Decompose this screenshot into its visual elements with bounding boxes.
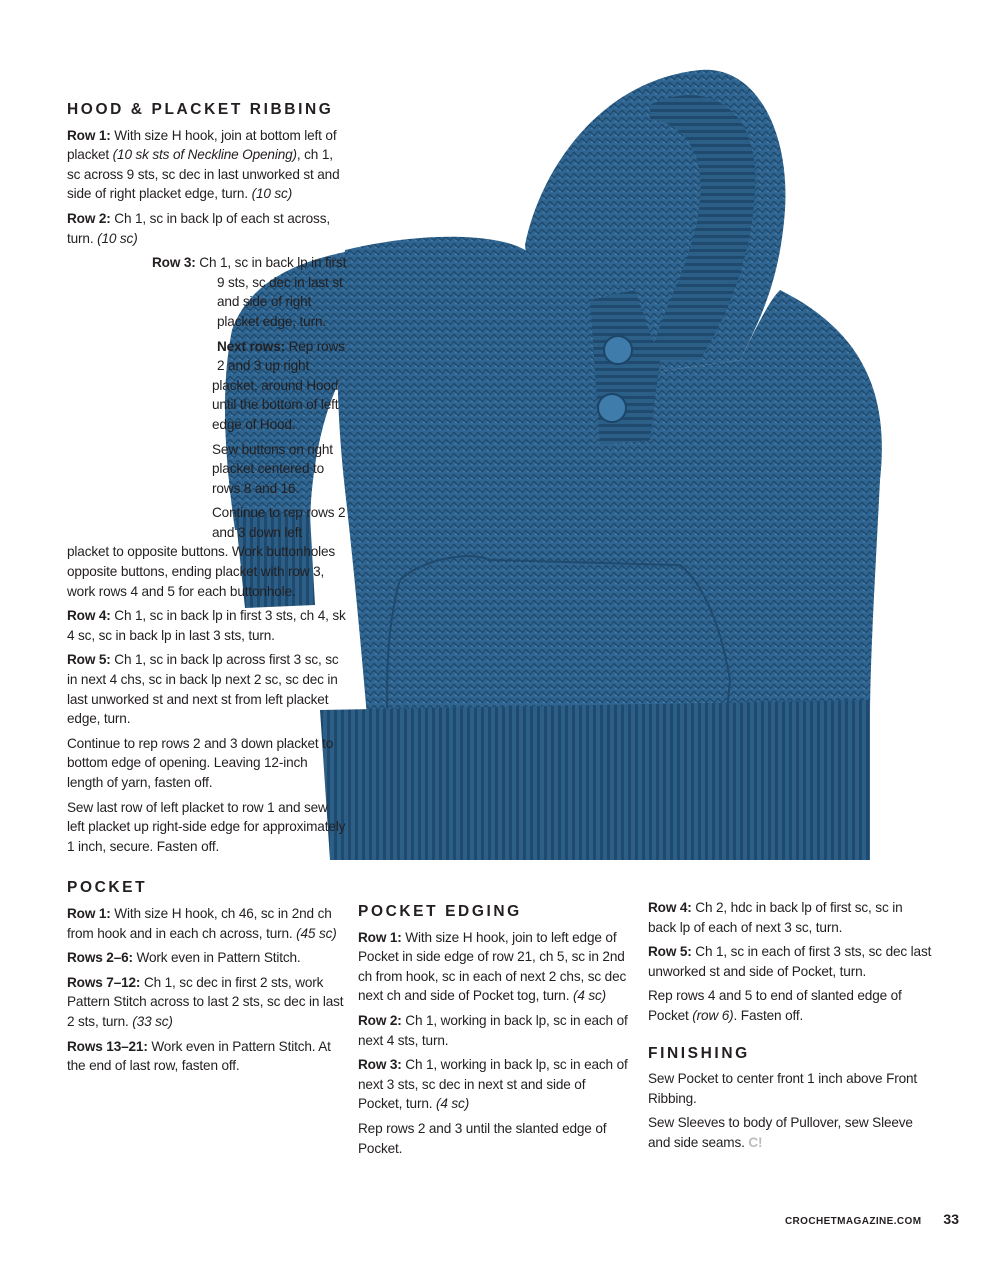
- edging-row-5: [648, 942, 933, 981]
- pocket-rows-2-6: [67, 948, 347, 968]
- stitch-count: (4 sc): [572, 988, 607, 1004]
- button-bottom-icon: [598, 394, 626, 422]
- label: Row 5:: [67, 652, 111, 668]
- hood-sew: Sew last row of left placket to row 1 and sew left placket up right-side edge for approximately 1 inch, secure. Fasten off.: [67, 799, 346, 854]
- label: Row 1:: [67, 905, 111, 921]
- label: Rows 2–6:: [67, 950, 133, 966]
- label: Row 4:: [67, 608, 111, 624]
- column-right: [648, 898, 933, 1158]
- label: Row 1:: [358, 929, 402, 945]
- edging-row-3: [358, 1055, 630, 1114]
- pocket-edging-heading: POCKET EDGING: [358, 903, 522, 920]
- label: Row 5:: [648, 944, 692, 960]
- hood-row-2: [67, 209, 347, 248]
- button-top-icon: [604, 336, 632, 364]
- hood-row-1: [67, 126, 347, 204]
- label: Row 2:: [358, 1012, 402, 1028]
- text: Ch 1, working in back lp, sc in each of next 4 sts, turn.: [358, 1012, 628, 1048]
- stitch-count: (10 sc): [251, 186, 293, 202]
- finishing-heading: FINISHING: [648, 1044, 750, 1062]
- label: Rows 13–21:: [67, 1038, 148, 1054]
- finishing-2: [648, 1113, 933, 1152]
- hood-buttons: Sew buttons on right placket centered to rows 8 and 16.: [212, 441, 333, 496]
- page-number: 33: [943, 1211, 959, 1227]
- pocket-heading: POCKET: [67, 879, 148, 897]
- text: Ch 1, sc in each of first 3 sts, sc dec last unworked st and side of Pocket, turn.: [648, 944, 932, 979]
- end-mark-icon: C!: [748, 1134, 763, 1150]
- label: Row 3:: [152, 255, 196, 271]
- text: Work even in Pattern Stitch. At the end of last row, fasten off.: [67, 1038, 331, 1074]
- text: Sew Sleeves to body of Pullover, sew Sleeve and side seams.: [648, 1115, 913, 1150]
- text: , ch 1, sc across 9 sts, sc dec in last unworked st and side of right placket edge, turn.: [67, 147, 340, 202]
- hood-continue: Continue to rep rows 2 and 3 down left placket to opposite buttons. Work buttonholes opposite buttons, ending placket with row 3, work rows 4 and 5 for each buttonhole.: [67, 505, 346, 599]
- italic-note: (row 6): [692, 1007, 734, 1023]
- wrap-spacer-3: [67, 282, 217, 370]
- edging-row-1: [358, 928, 630, 1006]
- hood-heading: HOOD & PLACKET RIBBING: [67, 101, 334, 118]
- text: Ch 1, working in back lp, sc in each of next 3 sts, sc dec in next st and side of Pocket, turn.: [358, 1057, 628, 1112]
- label: Rows 7–12:: [67, 974, 141, 990]
- wrap-spacer-4: [67, 370, 212, 535]
- text: Ch 1, sc dec in first 2 sts, work Pattern Stitch across to last 2 sts, sc dec in last 2 sts, turn.: [67, 974, 344, 1029]
- text: With size H hook, ch 46, sc in 2nd ch from hook and in each ch across, turn.: [67, 905, 332, 941]
- site-url: CROCHETMAGAZINE.COM: [784, 1216, 922, 1227]
- finishing-1: Sew Pocket to center front 1 inch above Front Ribbing.: [648, 1071, 918, 1106]
- waist-ribbing: [320, 700, 870, 860]
- label: Row 4:: [648, 900, 692, 915]
- text: Ch 2, hdc in back lp of first sc, sc in back lp of each of next 3 sc, turn.: [648, 900, 903, 935]
- label: Row 1:: [67, 127, 111, 143]
- text: Ch 1, sc in back lp in first 3 sts, ch 4, sk 4 sc, sc in back lp in last 3 sts, turn.: [67, 608, 346, 643]
- text: Rep rows 4 and 5 to end of slanted edge of Pocket: [648, 988, 902, 1023]
- hood-continue-2: Continue to rep rows 2 and 3 down placket to bottom edge of opening. Leaving 12-inch length of yarn, fasten off.: [67, 735, 334, 790]
- stitch-count: (33 sc): [132, 1013, 173, 1029]
- stitch-count: (45 sc): [296, 925, 337, 941]
- stitch-count: (10 sc): [97, 230, 138, 246]
- label: Next rows:: [217, 338, 285, 354]
- page-footer: [785, 1211, 959, 1227]
- pocket-rows-13-21: [67, 1037, 347, 1076]
- hood-row-4: [67, 606, 347, 645]
- text: Ch 1, sc in back lp of each st across, turn.: [67, 210, 330, 246]
- pocket-rows-7-12: [67, 973, 347, 1032]
- text: Ch 1, sc in back lp across first 3 sc, sc in next 4 chs, sc in back lp next 2 sc, sc dec in last unworked st and next st from left placket edge, turn.: [67, 652, 339, 727]
- label: Row 2:: [67, 210, 111, 226]
- italic-note: (10 sk sts of Neckline Opening): [112, 147, 297, 163]
- text: Work even in Pattern Stitch.: [132, 950, 301, 966]
- edging-row-4: [648, 898, 933, 937]
- edging-repeat-2: [648, 986, 933, 1025]
- pocket-row-1: [67, 904, 347, 943]
- hood-row-5: [67, 650, 347, 728]
- text: . Fasten off.: [733, 1007, 804, 1023]
- text: With size H hook, join at bottom left of placket: [67, 127, 337, 163]
- edging-row-2: [358, 1011, 630, 1050]
- edging-repeat: Rep rows 2 and 3 until the slanted edge of Pocket.: [358, 1120, 607, 1156]
- wrap-spacer-2: [67, 250, 152, 282]
- text: Ch 1, sc in back lp in first 9 sts, sc dec in last st and side of right placket edge, turn.: [195, 255, 347, 329]
- stitch-count: (4 sc): [436, 1096, 470, 1112]
- column-left: [67, 100, 347, 1081]
- text: With size H hook, join to left edge of Pocket in side edge of row 21, ch 5, sc in 2nd ch from hook, sc in each of next 2 chs, sc dec next ch and side of Pocket tog, turn.: [358, 929, 627, 1004]
- label: Row 3:: [358, 1057, 402, 1073]
- text: Rep rows 2 and 3 up right placket, around Hood until the bottom of left edge of Hood.: [212, 338, 345, 432]
- column-middle: [358, 902, 630, 1163]
